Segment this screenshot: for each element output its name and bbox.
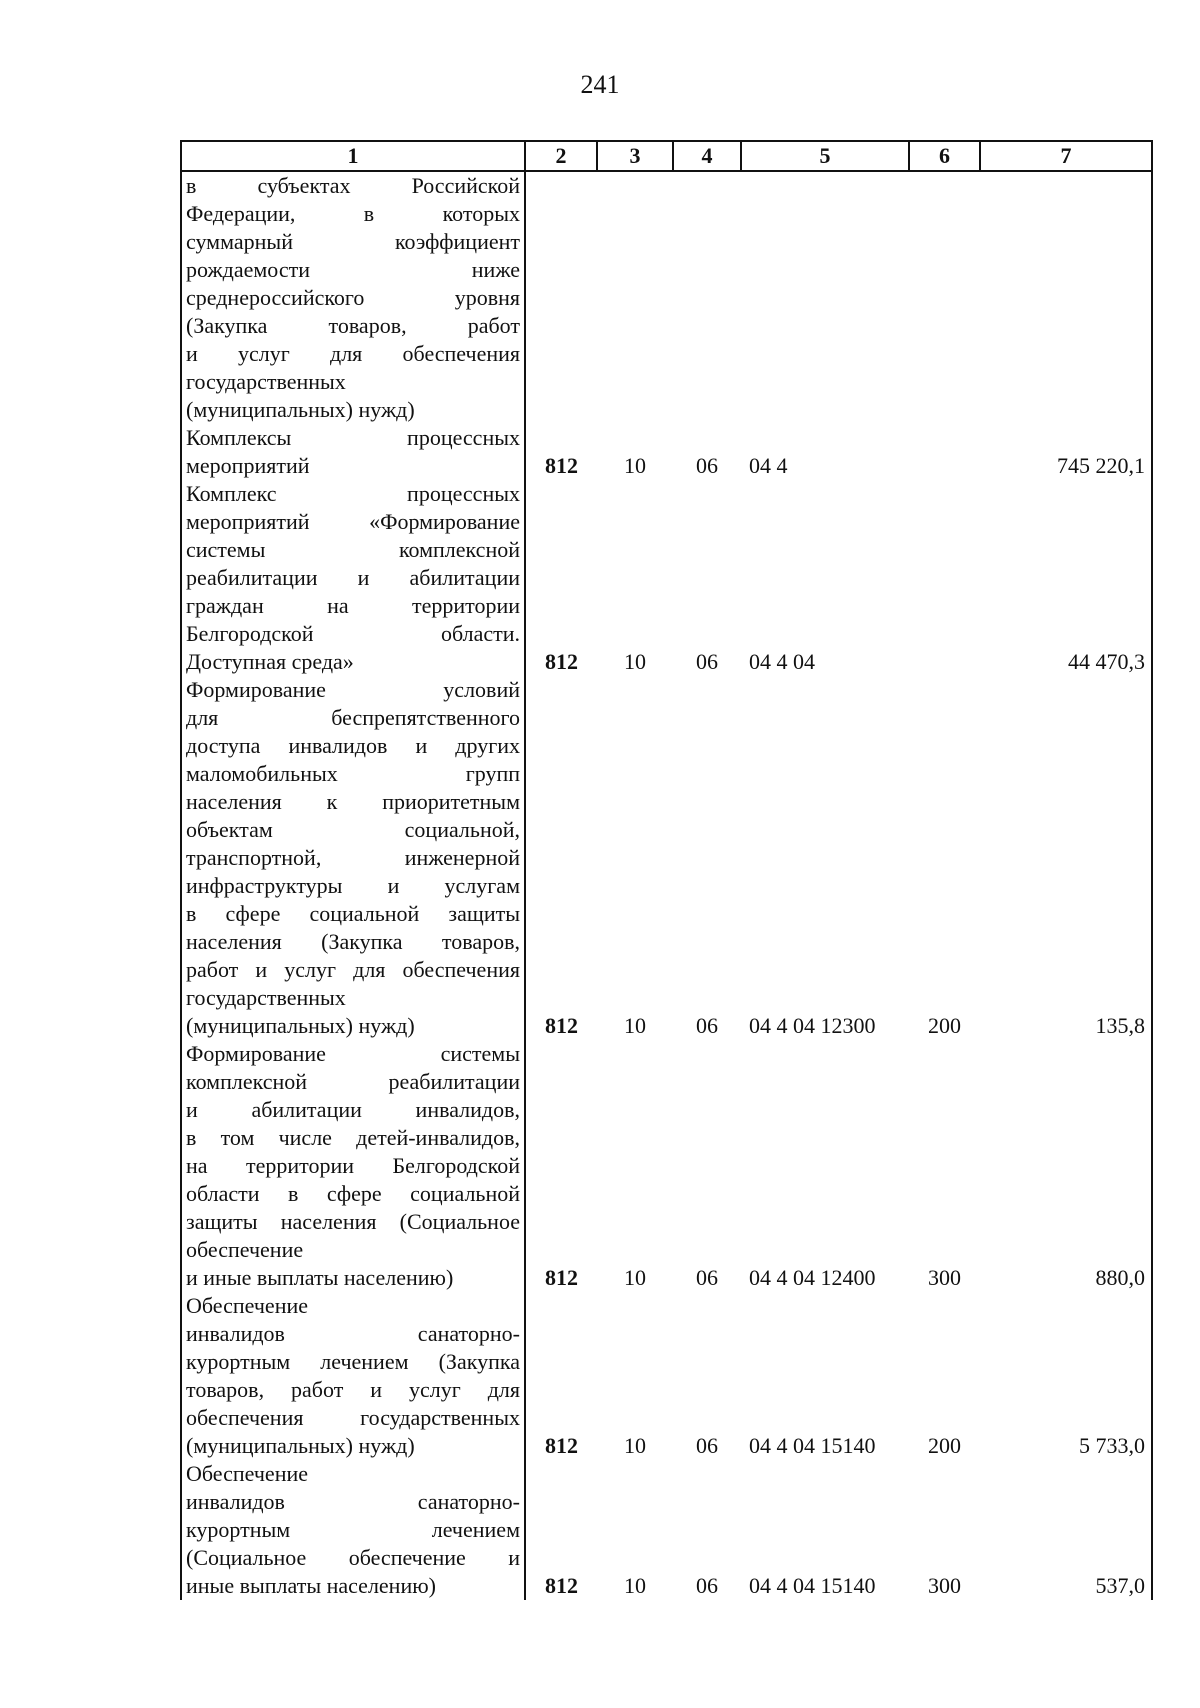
expense-type-code: 300 bbox=[928, 1573, 961, 1598]
section-code: 10 bbox=[624, 453, 646, 478]
expense-type-code: 300 bbox=[928, 1265, 961, 1290]
expense-type-code bbox=[909, 424, 980, 480]
section-code: 10 bbox=[624, 1573, 646, 1598]
description-line: реабилитации и абилитации bbox=[186, 565, 520, 590]
description-line: в том числе детей-инвалидов, bbox=[186, 1125, 520, 1150]
table-row bbox=[181, 1460, 1152, 1600]
row-description bbox=[181, 1292, 525, 1460]
description-line: обеспечения государственных bbox=[186, 1405, 520, 1430]
column-header: 3 bbox=[597, 141, 673, 171]
description-line: Обеспечение bbox=[186, 1461, 308, 1486]
description-line: товаров, работ и услуг для bbox=[186, 1377, 520, 1402]
amount: 880,0 bbox=[980, 1040, 1152, 1292]
row-description bbox=[181, 676, 525, 1040]
description-line: Федерации, в которых bbox=[186, 201, 520, 226]
row-description bbox=[181, 480, 525, 676]
description-line: транспортной, инженерной bbox=[186, 845, 520, 870]
column-header: 1 bbox=[181, 141, 525, 171]
description-line: государственных bbox=[186, 369, 346, 394]
description-line: Доступная среда» bbox=[186, 649, 354, 674]
ministry-code: 812 bbox=[545, 1013, 578, 1038]
target-article-code: 04 4 04 bbox=[749, 649, 815, 674]
column-header: 2 bbox=[525, 141, 597, 171]
target-article-code: 04 4 bbox=[749, 453, 788, 478]
description-line: государственных bbox=[186, 985, 346, 1010]
target-article-code: 04 4 04 12400 bbox=[749, 1265, 876, 1290]
page-number: 241 bbox=[580, 70, 620, 99]
ministry-code: 812 bbox=[545, 649, 578, 674]
description-line: суммарный коэффициент bbox=[186, 229, 520, 254]
target-article-code bbox=[741, 171, 909, 424]
target-article-code: 04 4 04 15140 bbox=[749, 1573, 876, 1598]
description-line: комплексной реабилитации bbox=[186, 1069, 520, 1094]
description-line: курортным лечением (Закупка bbox=[186, 1349, 520, 1374]
amount: 5 733,0 bbox=[980, 1292, 1152, 1460]
description-line: области в сфере социальной bbox=[186, 1181, 520, 1206]
description-line: Формирование условий bbox=[186, 677, 520, 702]
description-line: граждан на территории bbox=[186, 593, 520, 618]
description-line: в субъектах Российской bbox=[186, 173, 520, 198]
row-description bbox=[181, 1460, 525, 1600]
section-code: 10 bbox=[624, 649, 646, 674]
description-line: на территории Белгородской bbox=[186, 1153, 520, 1178]
description-line: (муниципальных) нужд) bbox=[186, 397, 415, 422]
description-line: населения к приоритетным bbox=[186, 789, 520, 814]
subsection-code: 06 bbox=[696, 453, 718, 478]
budget-table bbox=[180, 140, 1153, 1600]
amount: 537,0 bbox=[980, 1460, 1152, 1600]
expense-type-code: 200 bbox=[928, 1433, 961, 1458]
amount bbox=[980, 171, 1152, 424]
description-line: и абилитации инвалидов, bbox=[186, 1097, 520, 1122]
subsection-code: 06 bbox=[696, 1265, 718, 1290]
subsection-code: 06 bbox=[696, 1433, 718, 1458]
description-line: среднероссийского уровня bbox=[186, 285, 520, 310]
description-line: (муниципальных) нужд) bbox=[186, 1433, 415, 1458]
target-article-code: 04 4 04 15140 bbox=[749, 1433, 876, 1458]
section-code: 10 bbox=[624, 1265, 646, 1290]
column-header: 6 bbox=[909, 141, 980, 171]
section-code: 10 bbox=[624, 1013, 646, 1038]
expense-type-code bbox=[909, 171, 980, 424]
ministry-code: 812 bbox=[545, 1433, 578, 1458]
description-line: (Социальное обеспечение и bbox=[186, 1545, 520, 1570]
table-row bbox=[181, 676, 1152, 1040]
ministry-code: 812 bbox=[545, 453, 578, 478]
description-line: иные выплаты населению) bbox=[186, 1573, 436, 1598]
column-header: 5 bbox=[741, 141, 909, 171]
description-line: обеспечение bbox=[186, 1237, 304, 1262]
amount: 44 470,3 bbox=[980, 480, 1152, 676]
description-line: и иные выплаты населению) bbox=[186, 1265, 454, 1290]
column-header: 7 bbox=[980, 141, 1152, 171]
description-line: Белгородской области. bbox=[186, 621, 520, 646]
row-description bbox=[181, 424, 525, 480]
description-line: (Закупка товаров, работ bbox=[186, 313, 520, 338]
table-header-row bbox=[181, 141, 1152, 171]
description-line: системы комплексной bbox=[186, 537, 520, 562]
description-line: (муниципальных) нужд) bbox=[186, 1013, 415, 1038]
description-line: объектам социальной, bbox=[186, 817, 520, 842]
ministry-code: 812 bbox=[545, 1265, 578, 1290]
section-code bbox=[597, 171, 673, 424]
description-line: в сфере социальной защиты bbox=[186, 901, 520, 926]
section-code: 10 bbox=[624, 1433, 646, 1458]
description-line: и услуг для обеспечения bbox=[186, 341, 520, 366]
description-line: мероприятий bbox=[186, 453, 310, 478]
subsection-code: 06 bbox=[696, 649, 718, 674]
ministry-code bbox=[525, 171, 597, 424]
description-line: рождаемости ниже bbox=[186, 257, 520, 282]
amount: 135,8 bbox=[980, 676, 1152, 1040]
description-line: Комплексы процессных bbox=[186, 425, 520, 450]
description-line: мероприятий «Формирование bbox=[186, 509, 520, 534]
description-line: населения (Закупка товаров, bbox=[186, 929, 520, 954]
description-line: маломобильных групп bbox=[186, 761, 520, 786]
description-line: инвалидов санаторно- bbox=[186, 1321, 520, 1346]
subsection-code: 06 bbox=[696, 1013, 718, 1038]
row-description bbox=[181, 171, 525, 424]
description-line: курортным лечением bbox=[186, 1517, 520, 1542]
description-line: Комплекс процессных bbox=[186, 481, 520, 506]
amount: 745 220,1 bbox=[980, 424, 1152, 480]
description-line: Формирование системы bbox=[186, 1041, 520, 1066]
target-article-code: 04 4 04 12300 bbox=[749, 1013, 876, 1038]
column-header: 4 bbox=[673, 141, 741, 171]
description-line: защиты населения (Социальное bbox=[186, 1209, 520, 1234]
table-row bbox=[181, 171, 1152, 424]
description-line: для беспрепятственного bbox=[186, 705, 520, 730]
description-line: доступа инвалидов и других bbox=[186, 733, 520, 758]
table-row bbox=[181, 480, 1152, 676]
subsection-code bbox=[673, 171, 741, 424]
ministry-code: 812 bbox=[545, 1573, 578, 1598]
description-line: работ и услуг для обеспечения bbox=[186, 957, 520, 982]
row-description bbox=[181, 1040, 525, 1292]
description-line: инфраструктуры и услугам bbox=[186, 873, 520, 898]
subsection-code: 06 bbox=[696, 1573, 718, 1598]
table-row bbox=[181, 424, 1152, 480]
expense-type-code bbox=[909, 480, 980, 676]
description-line: инвалидов санаторно- bbox=[186, 1489, 520, 1514]
table-row bbox=[181, 1292, 1152, 1460]
description-line: Обеспечение bbox=[186, 1293, 308, 1318]
expense-type-code: 200 bbox=[928, 1013, 961, 1038]
table-row bbox=[181, 1040, 1152, 1292]
